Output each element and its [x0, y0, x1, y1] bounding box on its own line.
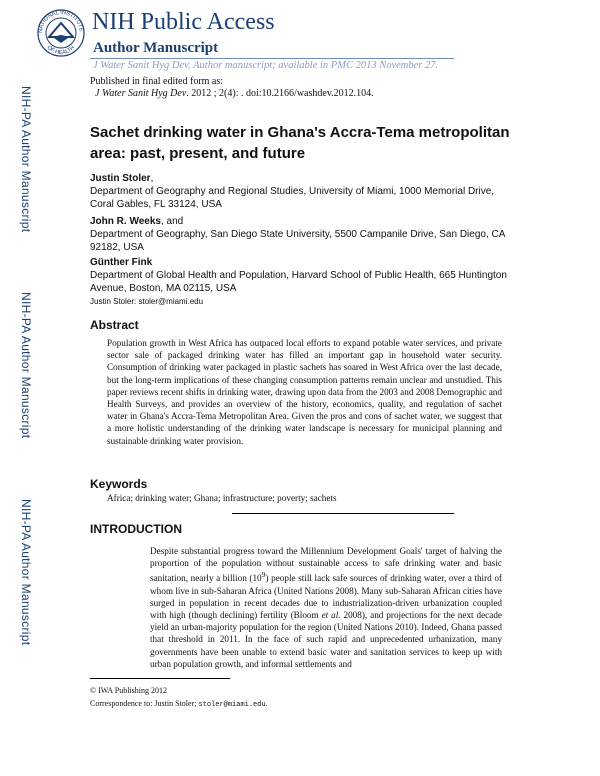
publication-info: [90, 76, 374, 100]
article-title: Sachet drinking water in Ghana's Accra-Tema metropolitan area: past, present, and future: [90, 124, 510, 162]
published-in-label: Published in final edited form as:: [90, 76, 224, 87]
intro-part-1: Despite substantial progress toward the Millennium Development Goals' target of halving the proportion of the population without sustainable access to safe drinking water and basic sanitation, nearly a billion (10: [150, 546, 502, 584]
author-block: [90, 256, 510, 295]
footnote-divider: [90, 678, 230, 679]
introduction-text: [150, 545, 502, 670]
intro-et-al: et al.: [321, 610, 341, 621]
author-affiliation: Department of Geography and Regional Studies, University of Miami, 1000 Memorial Drive, Coral Gables, FL 33124, USA: [90, 186, 495, 210]
header-divider: [90, 58, 454, 59]
correspondence-label: Correspondence to: Justin Stoler;: [90, 699, 199, 708]
correspondence-note: [90, 699, 268, 709]
sidebar-label-1: NIH-PA Author Manuscript: [19, 86, 33, 233]
sidebar-label-2: NIH-PA Author Manuscript: [19, 292, 33, 439]
keywords-list: Africa; drinking water; Ghana; infrastructure; poverty; sachets: [107, 493, 337, 503]
svg-text:NATIONAL INSTITUTES: NATIONAL INSTITUTE: [37, 9, 84, 34]
citation: [90, 88, 374, 100]
author-manuscript-label: Author Manuscript: [93, 40, 219, 56]
correspondence-email: stoler@miami.edu: [198, 701, 266, 709]
nih-seal-logo: [36, 8, 86, 58]
intro-superscript: 9: [261, 570, 266, 580]
author-separator: , and: [160, 216, 184, 227]
author-affiliation: Department of Global Health and Population, Harvard School of Public Health, 665 Huntington Avenue, Boston, MA 02115, USA: [90, 270, 507, 294]
intro-part-2: ) people still lack safe sources of drinking water, over a third of whom live in sub-Saharan Africa (United Nations 2008). Many sub-Saharan African cities have surged in population in recent decades due to industrialization-driven urbanization coupled with high (though declining) fertility (Bloom: [150, 573, 502, 621]
author-separator: ,: [150, 173, 154, 184]
author-name: Günther Fink: [90, 257, 153, 268]
intro-part-3: 2008), and projections for the next decade yield an urban-majority population for the region (United Nations 2010). Indeed, Ghana passed that threshold in 2011. In the face of such rapid and unprecedented urbanization, many governments have been unable to extend basic water and sanitation services to keep up with urban population growth, and informal settlements and: [150, 610, 502, 669]
status-journal: J Water Sanit Hyg Dev.: [93, 60, 191, 71]
introduction-heading: INTRODUCTION: [90, 522, 182, 536]
nih-public-access-title: NIH Public Access: [92, 9, 275, 35]
author-name: John R. Weeks: [90, 216, 161, 227]
author-affiliation: Department of Geography, San Diego State University, 5500 Campanile Drive, San Diego, CA 92182, USA: [90, 229, 505, 253]
abstract-heading: Abstract: [90, 318, 139, 332]
manuscript-status: [93, 60, 438, 71]
svg-text:OF HEALTH: OF HEALTH: [45, 44, 77, 57]
citation-journal: J Water Sanit Hyg Dev: [95, 88, 187, 99]
keywords-heading: Keywords: [90, 477, 148, 491]
author-block: [90, 215, 510, 254]
status-availability: Author manuscript; available in PMC 2013 November 27.: [193, 60, 439, 71]
correspondence-end: .: [265, 699, 268, 708]
sidebar-label-3: NIH-PA Author Manuscript: [19, 499, 33, 646]
author-name: Justin Stoler: [90, 173, 151, 184]
copyright-notice: © IWA Publishing 2012: [90, 686, 167, 695]
corresponding-email: Justin Stoler: stoler@miami.edu: [90, 297, 204, 306]
author-block: [90, 172, 510, 211]
citation-details: . 2012 ; 2(4): . doi:10.2166/washdev.2012.104.: [186, 88, 374, 99]
section-divider: [232, 513, 454, 514]
abstract-text: Population growth in West Africa has outpaced local efforts to expand potable water services, and private sector sale of packaged drinking water has filled an important gap in household water security. Consumption of drinking water packaged in plastic sachets has soared in West Africa over the last decade, but the long-term implications of these changing consumption patterns remain unclear and unstudied. This paper reviews recent shifts in drinking water, drawing upon data from the 2003 and 2008 Demographic and Health Surveys, and provides an overview of the history, economics, quality, and regulation of sachet water in Ghana's Accra-Tema Metropolitan Area. Given the pros and cons of sachet water, we suggest that a more holistic understanding of the drinking water landscape is necessary for municipal planning and sustainable drinking water provision.: [107, 338, 502, 446]
